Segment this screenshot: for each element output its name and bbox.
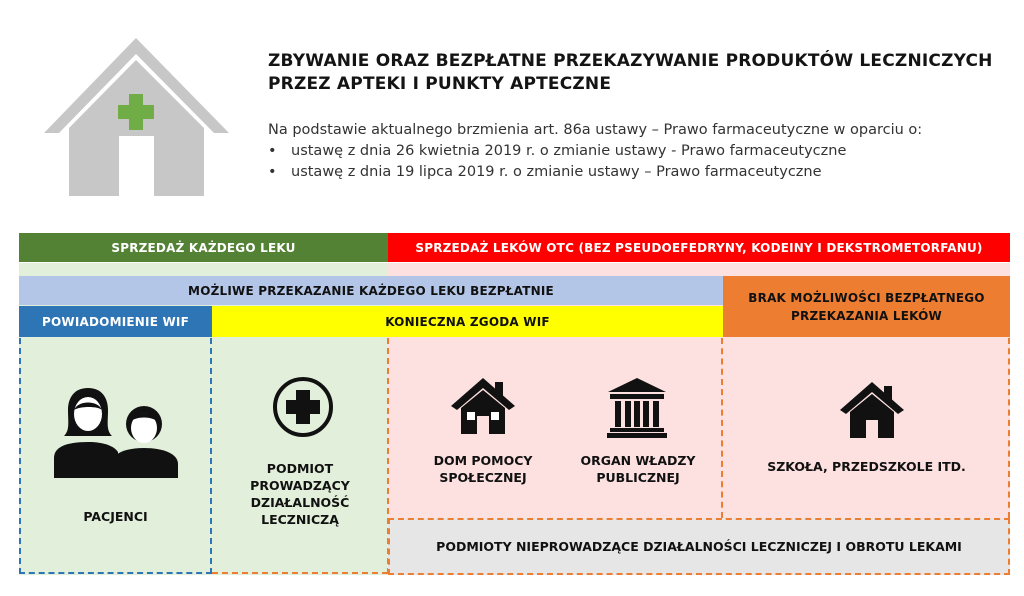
intro-text xyxy=(268,120,1008,183)
house-icon xyxy=(449,374,517,436)
public-authority-line: ORGAN WŁADZY xyxy=(580,453,696,468)
medical-entity-line: LECZNICZĄ xyxy=(261,512,339,527)
non-medical-label: PODMIOTY NIEPROWADZĄCE DZIAŁALNOŚCI LECZNICZEJ I OBROTU LEKAMI xyxy=(436,539,962,554)
consent-wif-bar xyxy=(212,306,723,337)
medical-entity-line: DZIAŁALNOŚĆ xyxy=(250,495,350,510)
intro-lead: Na podstawie aktualnego brzmienia art. 86a ustawy – Prawo farmaceutyczne w oparciu o: xyxy=(268,122,923,138)
intro-bullet: • ustawę z dnia 19 lipca 2019 r. o zmianie ustawy – Prawo farmaceutyczne xyxy=(268,162,1008,183)
public-authority-line: PUBLICZNEJ xyxy=(596,470,680,485)
notify-wif-bar xyxy=(19,306,212,337)
school-label: SZKOŁA, PRZEDSZKOLE ITD. xyxy=(767,459,966,474)
notify-wif-label: POWIADOMIENIE WIF xyxy=(42,314,189,329)
medical-entity-line: PROWADZĄCY xyxy=(250,478,350,493)
no-free-bar xyxy=(723,276,1010,337)
sale-any-bar xyxy=(19,233,388,262)
sale-any-label: SPRZEDAŻ KAŻDEGO LEKU xyxy=(111,240,296,255)
school-house-icon xyxy=(838,378,906,440)
sale-otc-label: SPRZEDAŻ LEKÓW OTC (BEZ PSEUDOEFEDRYNY, KODEINY I DEKSTROMETORFANU) xyxy=(415,240,983,255)
public-authority-label xyxy=(568,452,708,486)
social-home-line: SPOŁECZNEJ xyxy=(439,470,527,485)
free-possible-bar xyxy=(19,276,723,305)
free-possible-label: MOŻLIWE PRZEKAZANIE KAŻDEGO LEKU BEZPŁATNIE xyxy=(188,283,554,298)
medical-cross-icon xyxy=(272,376,334,438)
no-free-label-line-1: BRAK MOŻLIWOŚCI BEZPŁATNEGO xyxy=(748,290,985,305)
pharmacy-house-icon xyxy=(44,38,229,196)
page-title xyxy=(268,50,1008,96)
title-line-1: ZBYWANIE ORAZ BEZPŁATNE PRZEKAZYWANIE PRODUKTÓW LECZNICZYCH xyxy=(268,51,993,71)
no-free-label-line-2: PRZEKAZANIA LEKÓW xyxy=(791,308,942,323)
social-home-label xyxy=(418,452,548,486)
sale-otc-bar xyxy=(388,233,1010,262)
medical-entity-line: PODMIOT xyxy=(266,461,334,476)
intro-bullet: • ustawę z dnia 26 kwietnia 2019 r. o zmianie ustawy - Prawo farmaceutyczne xyxy=(268,141,1008,162)
patients-label: PACJENCI xyxy=(83,509,148,524)
consent-wif-label: KONIECZNA ZGODA WIF xyxy=(385,314,550,329)
medical-entity-label xyxy=(212,460,388,528)
institution-icon xyxy=(606,376,668,438)
people-icon xyxy=(52,386,180,478)
social-home-line: DOM POMOCY xyxy=(433,453,533,468)
title-line-2: PRZEZ APTEKI I PUNKTY APTECZNE xyxy=(268,74,612,94)
